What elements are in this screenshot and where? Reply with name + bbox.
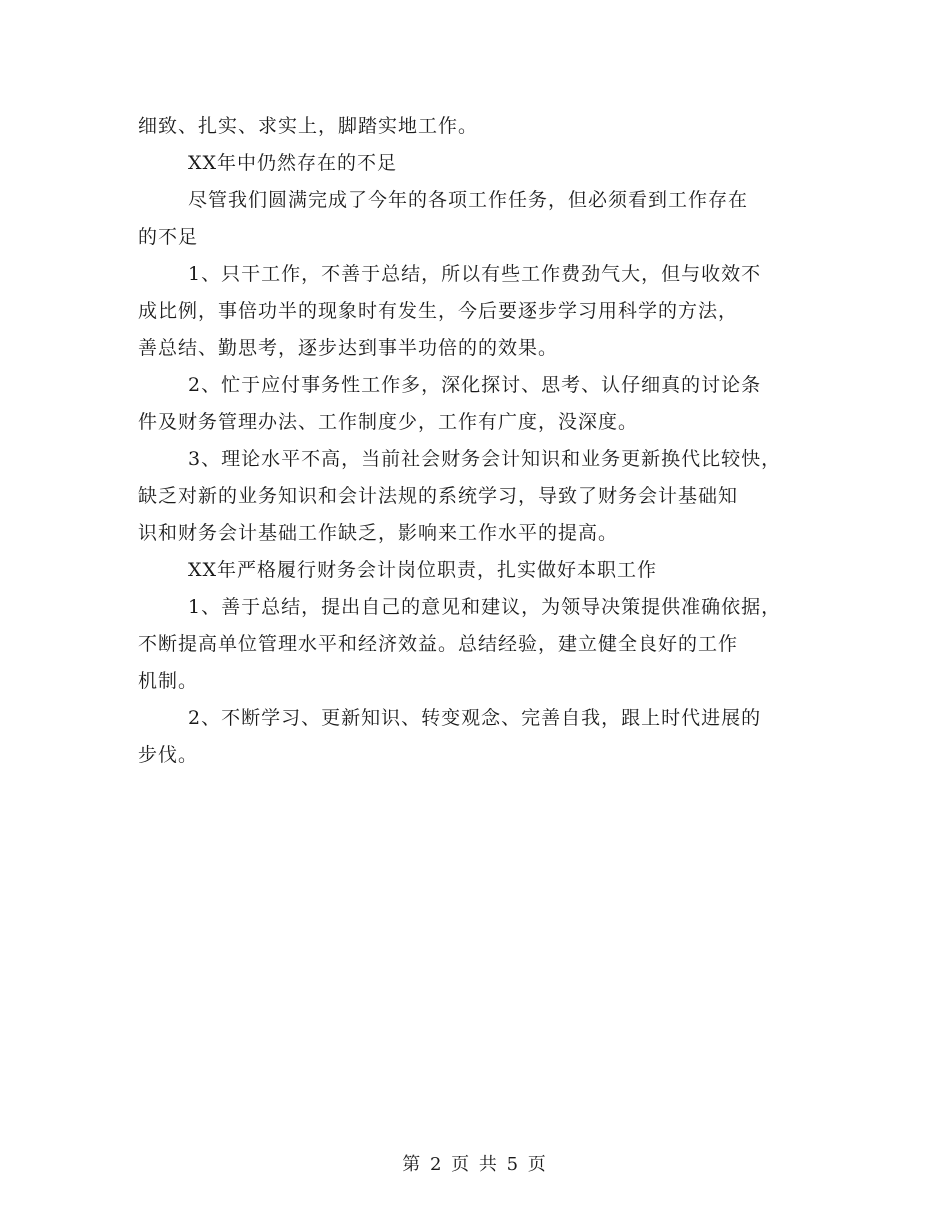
text-line: 成比例，事倍功半的现象时有发生，今后要逐步学习用科学的方法， bbox=[138, 300, 739, 322]
text-line: 的不足 bbox=[138, 226, 199, 248]
text-line: 步伐。 bbox=[138, 744, 199, 766]
text-line: 件及财务管理办法、工作制度少，工作有广度，没深度。 bbox=[138, 411, 639, 433]
section-heading: XX年严格履行财务会计岗位职责，扎实做好本职工作 bbox=[188, 559, 658, 581]
document-body bbox=[138, 108, 818, 774]
text-line: 缺乏对新的业务知识和会计法规的系统学习，导致了财务会计基础知 bbox=[138, 485, 739, 507]
text-line: 1、善于总结，提出自己的意见和建议，为领导决策提供准确依据， bbox=[188, 596, 782, 618]
text-line: 机制。 bbox=[138, 670, 199, 692]
section-heading: XX年中仍然存在的不足 bbox=[188, 152, 398, 174]
text-line: 识和财务会计基础工作缺乏，影响来工作水平的提高。 bbox=[138, 522, 619, 544]
text-line: 细致、扎实、求实上，脚踏实地工作。 bbox=[138, 115, 479, 137]
text-line: 不断提高单位管理水平和经济效益。总结经验，建立健全良好的工作 bbox=[138, 633, 739, 655]
text-line: 尽管我们圆满完成了今年的各项工作任务，但必须看到工作存在 bbox=[188, 189, 749, 211]
page-number-footer: 第 2 页 共 5 页 bbox=[402, 1154, 548, 1175]
text-line: 2、忙于应付事务性工作多，深化探讨、思考、认仔细真的讨论条 bbox=[188, 374, 762, 396]
text-line: 1、只干工作，不善于总结，所以有些工作费劲气大，但与收效不 bbox=[188, 263, 762, 285]
text-line: 3、理论水平不高，当前社会财务会计知识和业务更新换代比较快， bbox=[188, 448, 782, 470]
text-line: 2、不断学习、更新知识、转变观念、完善自我，跟上时代进展的 bbox=[188, 707, 762, 729]
text-line: 善总结、勤思考，逐步达到事半功倍的的效果。 bbox=[138, 337, 559, 359]
